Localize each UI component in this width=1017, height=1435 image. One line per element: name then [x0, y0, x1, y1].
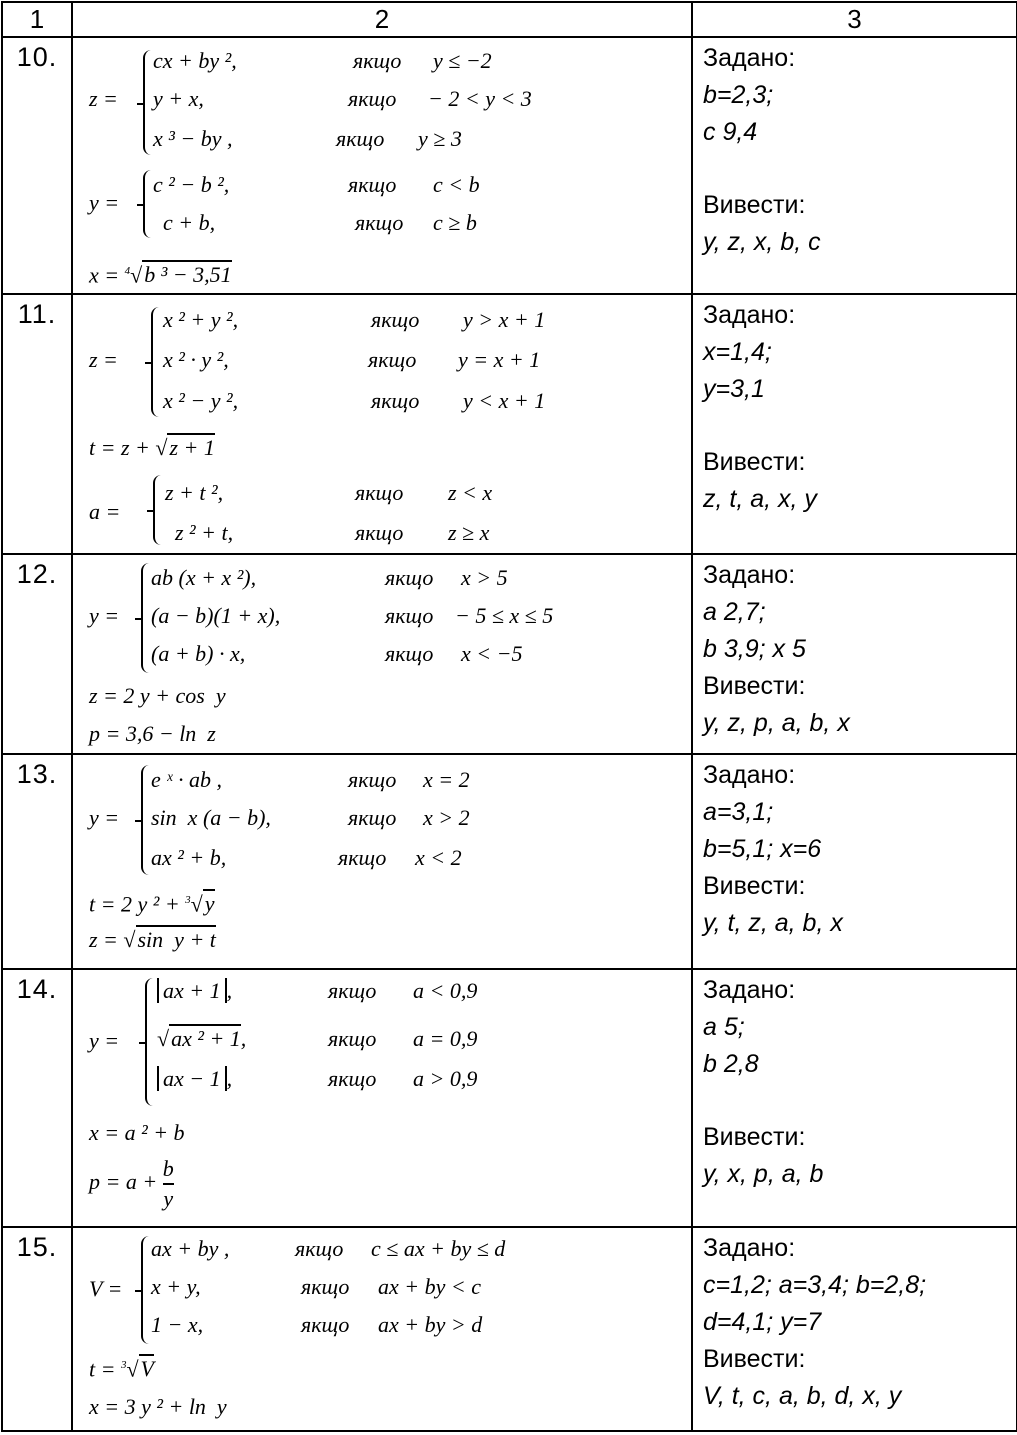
case-word: якщо [301, 1312, 350, 1337]
given-cell [692, 554, 1017, 754]
case-cond: a = 0,9 [413, 1026, 478, 1051]
given-label: Задано: [703, 301, 796, 329]
case-cond: − 5 ≤ x ≤ 5 [455, 603, 554, 628]
case-word: якщо [371, 388, 420, 413]
header-col-1: 1 [2, 2, 72, 37]
given-value: b=5,1; x=6 [703, 835, 822, 863]
case-cond: x < 2 [415, 845, 462, 870]
table-row [2, 1227, 1017, 1431]
case-expr: (a + b) · x, [151, 641, 246, 666]
p-formula-lhs: p = a + [89, 1169, 163, 1194]
case-word: якщо [328, 1066, 377, 1091]
case-word: якщо [385, 565, 434, 590]
task-number: 13. [2, 754, 72, 969]
radicand: z + 1 [169, 435, 215, 460]
case-word: якщо [328, 1026, 377, 1051]
case-cond: y ≥ 3 [418, 126, 462, 151]
case-expr: cx + by ², [153, 48, 237, 73]
brace [141, 765, 151, 875]
output-value: V, t, c, a, b, d, x, y [703, 1382, 902, 1410]
given-label: Задано: [703, 44, 796, 72]
x-formula: x = a ² + b [89, 1120, 185, 1145]
root-index: 3 [185, 894, 191, 906]
case-cond: x > 2 [423, 805, 470, 830]
case-expr: y + x, [153, 86, 204, 111]
case-word: якщо [336, 126, 385, 151]
y-label: y = [89, 603, 120, 628]
case-suffix: , [226, 1066, 233, 1091]
table-row [2, 969, 1017, 1227]
case-word: якщо [348, 767, 397, 792]
case-expr: c ² − b ², [153, 172, 230, 197]
formula-cell [72, 37, 692, 294]
case-suffix: , [226, 978, 233, 1003]
case-word: якщо [355, 210, 404, 235]
given-value: d=4,1; y=7 [703, 1308, 822, 1336]
case-expr: x ² + y ², [163, 307, 239, 332]
given-value: a 5; [703, 1013, 745, 1041]
case-cond: y > x + 1 [463, 307, 546, 332]
task-number: 15. [2, 1227, 72, 1431]
case-word: якщо [385, 641, 434, 666]
output-label: Вивести: [703, 1345, 806, 1373]
x-formula: x = $^4$√b ³ − 3,51 [89, 262, 232, 288]
brace [141, 563, 151, 673]
case-cond: x > 5 [461, 565, 508, 590]
case-expr: x ² − y ², [163, 388, 239, 413]
root-index: 4 [124, 265, 131, 277]
fraction [163, 1155, 174, 1213]
case-cond: x < −5 [461, 641, 523, 666]
t-formula-lhs: t = z + [89, 435, 156, 460]
case-cond: c < b [433, 172, 480, 197]
task-number: 10. [2, 37, 72, 294]
z-label: z = [89, 86, 118, 111]
task-number: 14. [2, 969, 72, 1227]
case-word: якщо [328, 978, 377, 1003]
case-word: якщо [295, 1236, 344, 1261]
header-col-2: 2 [72, 2, 692, 37]
brace [143, 50, 153, 155]
given-cell [692, 37, 1017, 294]
p-formula: p = 3,6 − ln z [89, 721, 216, 746]
case-cond: y ≤ −2 [433, 48, 492, 73]
given-label: Задано: [703, 976, 796, 1004]
task-number: 12. [2, 554, 72, 754]
given-value: y=3,1 [703, 375, 765, 403]
radicand: y [204, 891, 215, 917]
case-cond: x = 2 [423, 767, 470, 792]
case-expr: 1 − x, [151, 1312, 204, 1337]
abs-expr: ax − 1 [157, 1066, 227, 1091]
table-row [2, 294, 1017, 554]
radicand: sin y + t [137, 927, 216, 952]
given-value: c 9,4 [703, 118, 758, 146]
case-word: якщо [348, 172, 397, 197]
case-word: якщо [348, 805, 397, 830]
case-expr: √ax ² + 1, [157, 1026, 247, 1051]
given-value: b=2,3; [703, 81, 774, 109]
case-cond: ax + by > d [378, 1312, 483, 1337]
task-number: 11. [2, 294, 72, 554]
case-word: якщо [385, 603, 434, 628]
case-expr [157, 978, 232, 1004]
formula-cell [72, 294, 692, 554]
t-formula-lhs: t = 2 y ² + [89, 891, 186, 917]
case-word: якщо [353, 48, 402, 73]
t-formula-lhs: t = [89, 1356, 121, 1382]
table-header-row [2, 2, 1017, 37]
tasks-table [1, 1, 1017, 1432]
output-label: Вивести: [703, 1123, 806, 1151]
radicand: ax ² + 1 [171, 1026, 241, 1051]
radicand: b ³ − 3,51 [144, 262, 232, 288]
output-label: Вивести: [703, 672, 806, 700]
case-expr: z + t ², [165, 480, 224, 505]
formula-cell [72, 969, 692, 1227]
t-formula: t = z + √z + 1 [89, 435, 215, 460]
v-label: V = [89, 1276, 123, 1301]
given-value: c=1,2; a=3,4; b=2,8; [703, 1271, 927, 1299]
root-index: 3 [120, 1359, 127, 1371]
case-word: якщо [355, 520, 404, 545]
abs-expr: ax + 1 [157, 978, 227, 1003]
table-row [2, 37, 1017, 294]
case-cond: a > 0,9 [413, 1066, 478, 1091]
case-expr: e ˣ · ab , [151, 767, 222, 792]
given-value: a 2,7; [703, 598, 766, 626]
formula-cell [72, 754, 692, 969]
given-label: Задано: [703, 1234, 796, 1262]
y-label: y = [89, 190, 120, 215]
z-formula: z = √sin y + t [89, 927, 216, 952]
output-label: Вивести: [703, 448, 806, 476]
case-expr: ax ² + b, [151, 845, 227, 870]
case-cond: c ≤ ax + by ≤ d [371, 1236, 506, 1261]
table-row [2, 754, 1017, 969]
brace [143, 170, 153, 238]
x-formula: x = 3 y ² + ln y [89, 1394, 227, 1419]
given-value: a=3,1; [703, 798, 774, 826]
case-cond: a < 0,9 [413, 978, 478, 1003]
t-formula: t = 2 y ² + $^3$√y [89, 891, 215, 917]
case-expr: z ² + t, [175, 520, 234, 545]
case-word: якщо [355, 480, 404, 505]
output-value: y, z, x, b, c [703, 228, 821, 256]
brace [153, 475, 163, 545]
brace [141, 1236, 151, 1344]
y-label: y = [89, 1028, 120, 1053]
case-expr: (a − b)(1 + x), [151, 603, 281, 628]
case-cond: ax + by < c [378, 1274, 481, 1299]
case-expr: c + b, [163, 210, 216, 235]
case-cond: y = x + 1 [458, 347, 541, 372]
given-value: x=1,4; [703, 338, 772, 366]
given-cell [692, 969, 1017, 1227]
output-value: z, t, a, x, y [703, 485, 817, 513]
brace [145, 978, 155, 1106]
brace [151, 307, 161, 417]
given-cell [692, 754, 1017, 969]
output-value: y, z, p, a, b, x [703, 709, 850, 737]
case-cond: z ≥ x [448, 520, 490, 545]
given-label: Задано: [703, 761, 796, 789]
numerator: b [162, 1155, 174, 1181]
given-cell [692, 1227, 1017, 1431]
formula-cell [72, 1227, 692, 1431]
case-cond: c ≥ b [433, 210, 477, 235]
given-label: Задано: [703, 561, 796, 589]
output-label: Вивести: [703, 872, 806, 900]
case-word: якщо [338, 845, 387, 870]
z-formula: z = 2 y + cos y [89, 683, 226, 708]
output-value: y, x, p, a, b [703, 1160, 824, 1188]
case-expr [157, 1066, 232, 1092]
p-formula [89, 1154, 174, 1213]
y-label: y = [89, 805, 120, 830]
formula-cell [72, 554, 692, 754]
case-cond: z < x [448, 480, 493, 505]
case-word: якщо [368, 347, 417, 372]
header-col-3: 3 [692, 2, 1017, 37]
case-expr: ab (x + x ²), [151, 565, 257, 590]
case-expr: x ³ − by , [153, 126, 233, 151]
output-value: y, t, z, a, b, x [703, 909, 843, 937]
given-value: b 2,8 [703, 1050, 759, 1078]
case-word: якщо [301, 1274, 350, 1299]
case-word: якщо [371, 307, 420, 332]
a-label: a = [89, 499, 121, 524]
case-suffix: , [240, 1026, 247, 1051]
case-expr: x + y, [151, 1274, 201, 1299]
case-cond: − 2 < y < 3 [428, 86, 532, 111]
table-row [2, 554, 1017, 754]
case-expr: sin x (a − b), [151, 805, 271, 830]
case-word: якщо [348, 86, 397, 111]
radicand: V [140, 1356, 154, 1382]
denominator: y [163, 1183, 174, 1213]
z-label: z = [89, 347, 118, 372]
case-expr: ax + by , [151, 1236, 230, 1261]
given-value: b 3,9; x 5 [703, 635, 806, 663]
x-formula-lhs: x = [89, 262, 125, 288]
t-formula: t = $^3$√V [89, 1356, 154, 1382]
case-cond: y < x + 1 [463, 388, 546, 413]
z-formula-lhs: z = [89, 927, 124, 952]
case-expr: x ² · y ², [163, 347, 229, 372]
output-label: Вивести: [703, 191, 806, 219]
given-cell [692, 294, 1017, 554]
